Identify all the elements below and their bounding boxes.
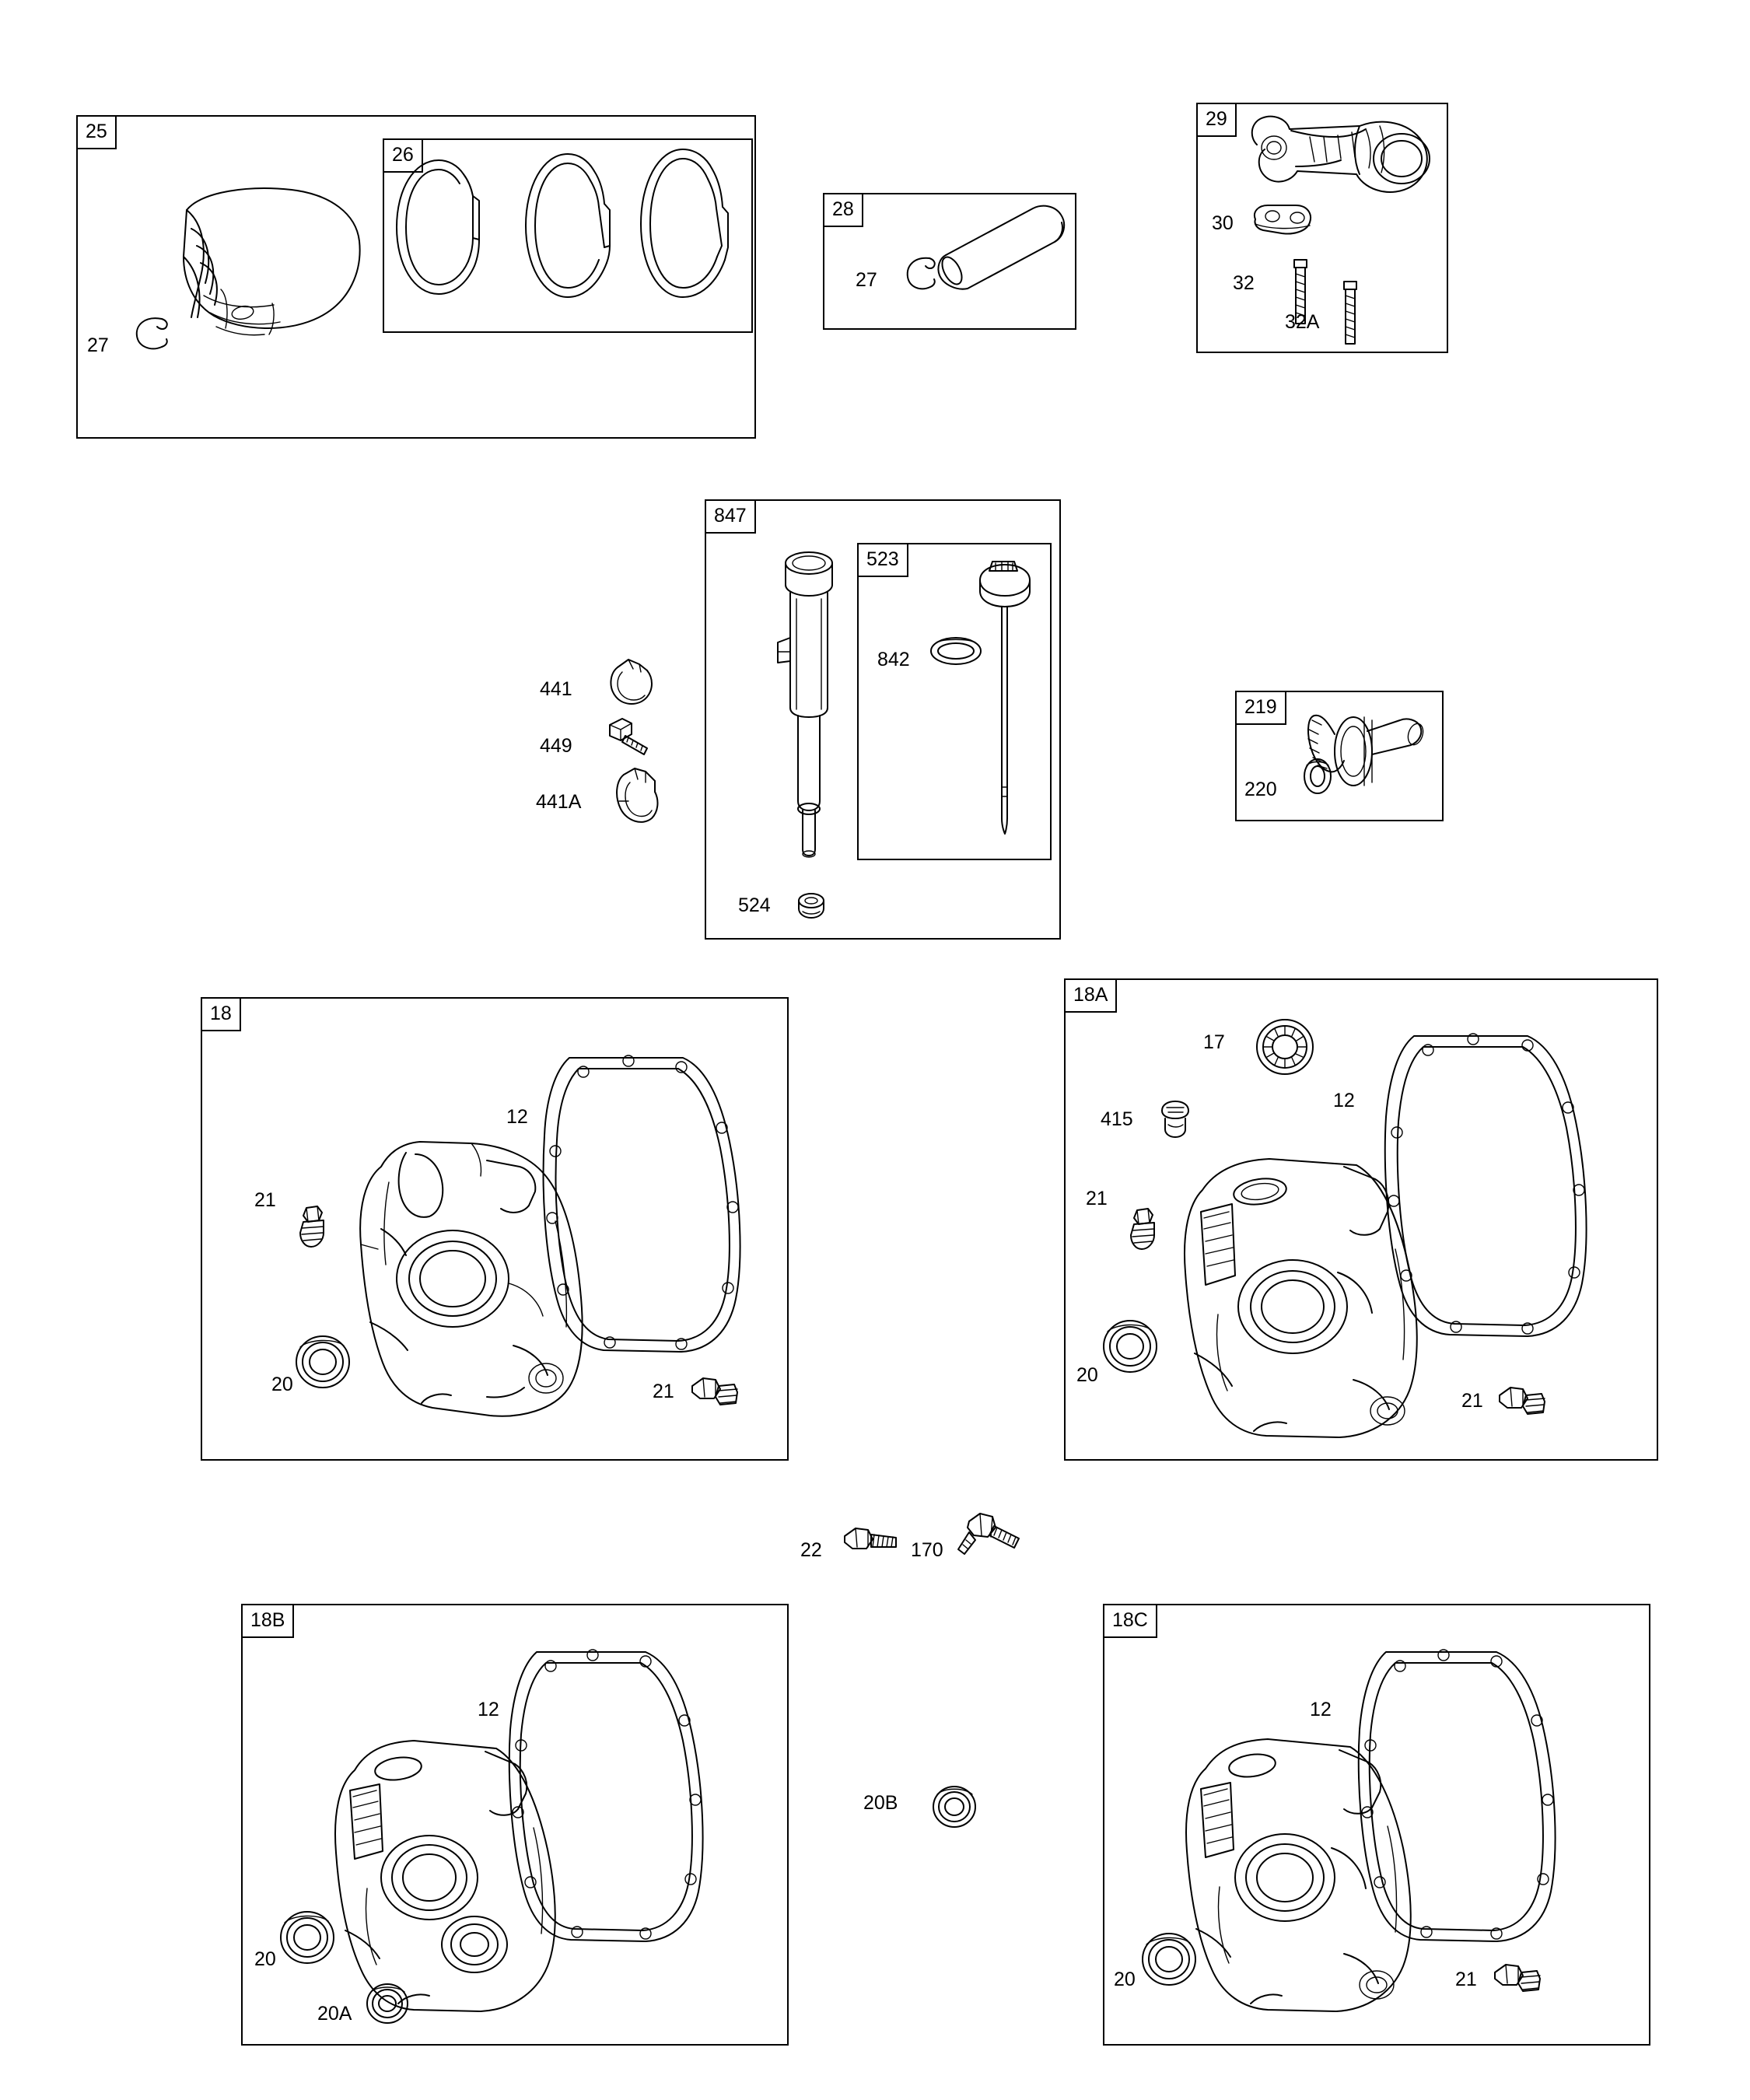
callout-441: 441 [540, 678, 572, 700]
callout-30: 30 [1212, 212, 1234, 234]
bearing-17 [1250, 1013, 1320, 1081]
oil-plug-21-18-upper [288, 1202, 339, 1256]
connecting-rod [1243, 110, 1445, 204]
piston-ring-1 [387, 152, 496, 300]
gasket-12-18 [529, 1042, 754, 1361]
oil-seal-20-18 [289, 1330, 356, 1394]
callout-20-group18B: 20 [254, 1948, 276, 1970]
group-label-847: 847 [705, 499, 756, 534]
callout-12-group18A: 12 [1333, 1090, 1355, 1111]
group-label-18B: 18B [241, 1604, 294, 1638]
callout-441A: 441A [536, 791, 582, 813]
bolt-22 [838, 1521, 901, 1563]
piston-part [156, 179, 389, 342]
gasket-12-18C [1342, 1636, 1576, 1948]
piston-ring-3 [628, 143, 737, 303]
clamp-441 [602, 653, 664, 712]
screw-449 [602, 716, 656, 762]
callout-20A: 20A [317, 2003, 352, 2025]
callout-842: 842 [877, 649, 910, 670]
oil-seal-20-18B [274, 1906, 341, 1969]
callout-32: 32 [1233, 272, 1255, 294]
callout-27-piston: 27 [87, 334, 109, 356]
oil-plug-21-18-lower [684, 1369, 742, 1425]
callout-21-group18-upper: 21 [254, 1189, 276, 1211]
group-label-28: 28 [823, 193, 863, 227]
callout-22: 22 [800, 1539, 822, 1561]
dipstick [964, 554, 1050, 849]
group-label-523: 523 [857, 543, 908, 577]
callout-20-group18: 20 [271, 1374, 293, 1395]
callout-449: 449 [540, 735, 572, 757]
callout-20B: 20B [863, 1792, 898, 1814]
callout-12-group18C: 12 [1310, 1699, 1332, 1720]
group-label-18A: 18A [1064, 978, 1117, 1013]
oil-seal-20B [927, 1781, 982, 1832]
clamp-441A [608, 762, 670, 837]
wrist-pin [924, 198, 1072, 299]
callout-524: 524 [738, 894, 771, 916]
rod-cap-30 [1244, 201, 1322, 241]
callout-21-group18-lower: 21 [653, 1381, 674, 1402]
oil-plug-21-18C [1487, 1955, 1545, 2011]
gasket-12-18A [1369, 1019, 1602, 1346]
washer-220 [1296, 756, 1339, 796]
group-label-18: 18 [201, 997, 241, 1031]
callout-12-group18: 12 [506, 1106, 528, 1128]
piston-retaining-ring-27 [131, 311, 177, 353]
gasket-12-18B [495, 1636, 720, 1948]
piston-ring-2 [513, 148, 622, 303]
callout-32A: 32A [1285, 311, 1320, 333]
group-label-29: 29 [1196, 103, 1237, 137]
pin-retaining-ring-27 [901, 252, 943, 292]
callout-21-group18A-lower: 21 [1461, 1390, 1483, 1412]
oil-seal-20-18A [1097, 1314, 1164, 1378]
group-label-26: 26 [383, 138, 423, 173]
callout-27-pin: 27 [856, 269, 877, 291]
oil-seal-20-18C [1136, 1927, 1202, 1991]
callout-220: 220 [1244, 779, 1277, 800]
callout-17: 17 [1203, 1031, 1225, 1053]
callout-21-group18C: 21 [1455, 1969, 1477, 1990]
callout-170: 170 [911, 1539, 943, 1561]
rod-bolt-32A [1336, 278, 1364, 348]
group-label-18C: 18C [1103, 1604, 1157, 1638]
plug-524 [790, 888, 832, 924]
group-label-219: 219 [1235, 691, 1286, 725]
oil-seal-20A-18B [362, 1979, 413, 2028]
oil-plug-21-18A-upper [1118, 1204, 1170, 1258]
callout-21-group18A-upper: 21 [1086, 1188, 1108, 1209]
callout-12-group18B: 12 [478, 1699, 499, 1720]
group-label-25: 25 [76, 115, 117, 149]
oil-plug-21-18A-lower [1492, 1378, 1549, 1434]
stud-bolt-170 [955, 1507, 1025, 1563]
callout-20-group18C: 20 [1114, 1969, 1136, 1990]
dipstick-tube [770, 544, 856, 871]
o-ring-842 [927, 632, 985, 670]
callout-20-group18A: 20 [1076, 1364, 1098, 1386]
callout-415: 415 [1101, 1108, 1133, 1130]
